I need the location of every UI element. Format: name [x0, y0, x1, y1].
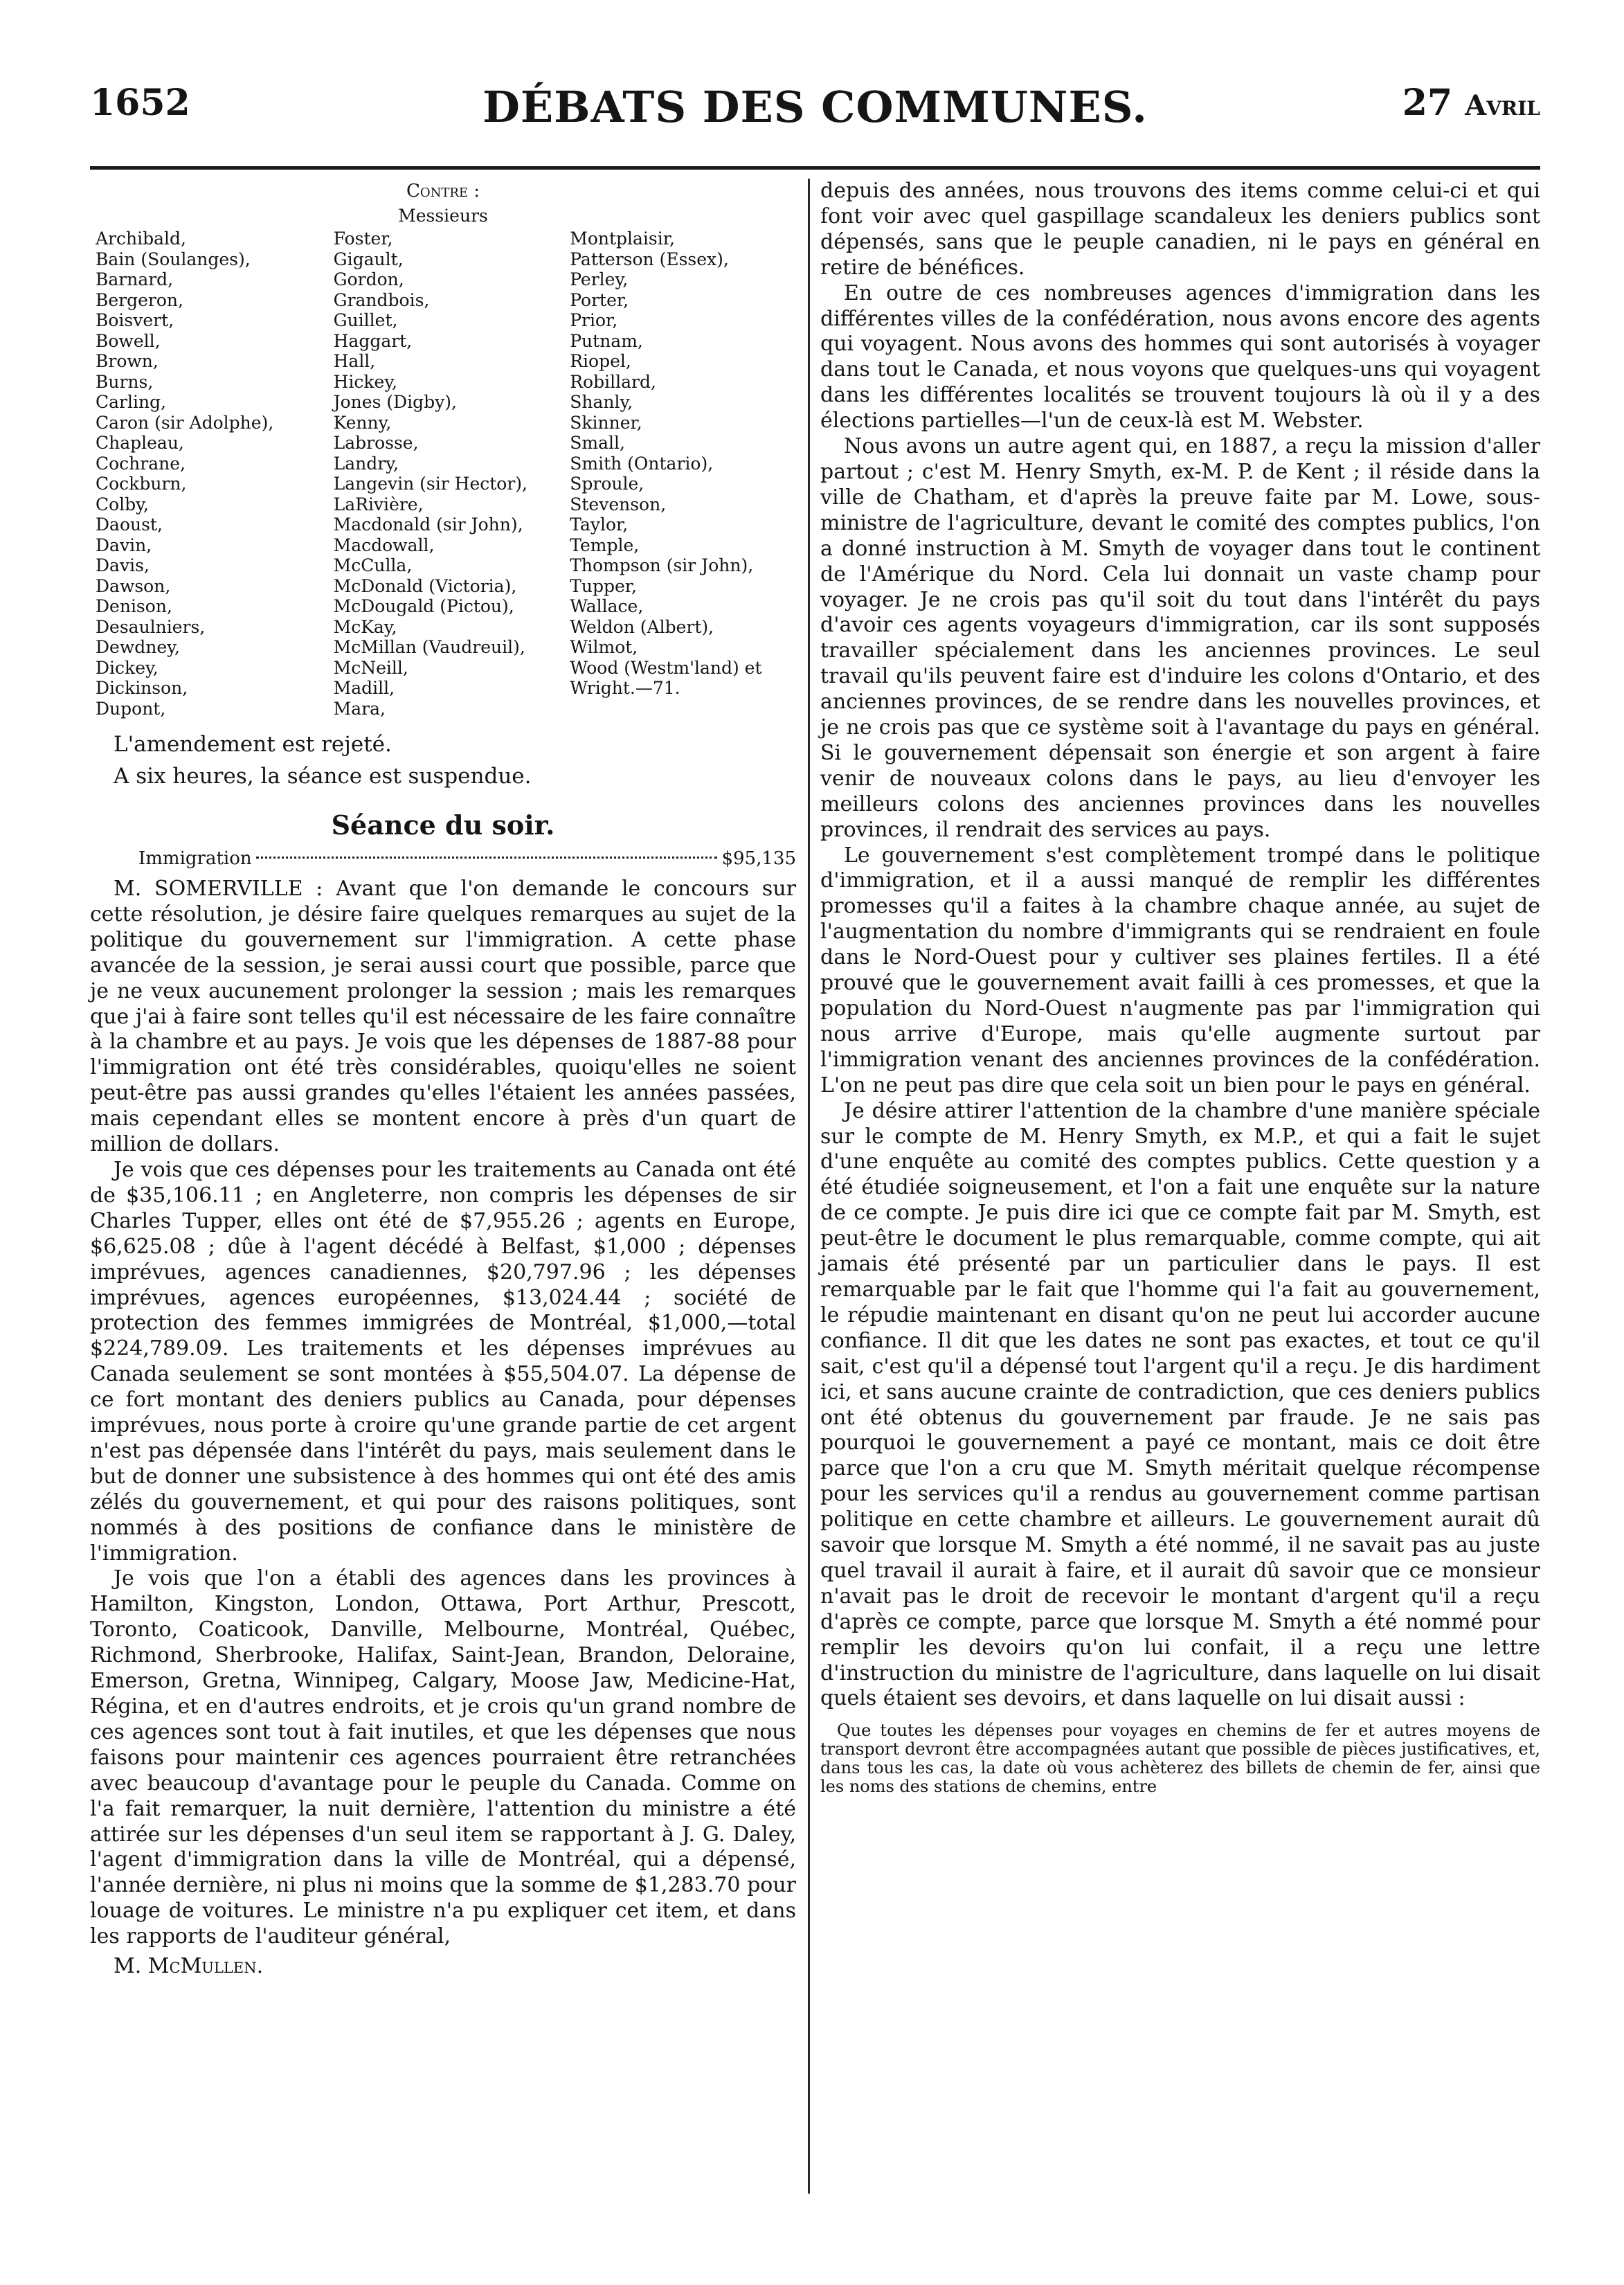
voter-name: Montplaisir,	[570, 228, 675, 249]
left-column	[90, 179, 796, 1980]
session-heading: Séance du soir.	[331, 809, 555, 841]
voter-name: Patterson (Essex),	[570, 249, 729, 269]
voter-name: Burns,	[96, 371, 154, 392]
page-date	[1402, 82, 1540, 124]
voter-name: Dupont,	[96, 698, 166, 719]
voter-name: LaRivière,	[333, 494, 424, 514]
vote-heading: Contre :	[406, 181, 480, 201]
voter-name: Hickey,	[333, 371, 398, 392]
budget-item-amount: $95,135	[721, 848, 796, 869]
voter-name: Temple,	[570, 535, 640, 555]
voter-name: Barnard,	[96, 269, 174, 289]
page-number: 1652	[90, 82, 190, 124]
speech-text: Avant que l'on demande le concours sur cette résolution, je désire faire quelques remarques au sujet de la politique du gouvernement sur l'immigration. A cette phase avancée de la session, je serai aussi court que possible, parce que je ne veux aucunement prolonger la session ; mais les remarques que j'ai à faire sont telles qu'il est nécessaire de les faire connaître à la chambre et au pays. Je vois que les dépenses de 1887-88 pour l'immigration ont été très considérables, quoiqu'elles ne soient peut-être pas aussi grandes qu'elles l'étaient les années passées, mais cependant elles se montent encore à près d'un quart de million de dollars.	[90, 877, 796, 1157]
voter-name: Haggart,	[333, 330, 413, 351]
voter-name: McNeill,	[333, 657, 408, 678]
voter-name: McDougald (Pictou),	[333, 596, 514, 616]
session-suspended: A six heures, la séance est suspendue.	[114, 764, 532, 789]
voter-name: Prior,	[570, 310, 618, 330]
vote-subheading: Messieurs	[398, 206, 488, 226]
voter-name: Foster,	[333, 228, 393, 249]
vote-result	[90, 728, 796, 792]
names-column-3	[570, 228, 796, 719]
voter-name: Madill,	[333, 678, 395, 698]
quoted-instruction: Que toutes les dépenses pour voyages en chemins de fer et autres moyens de transport devront être accompagnées autant que possible de pièces justificatives, et, dans tous les cas, la date où vous achèterez des billets de chemin de fer, ainsi que les noms des stations de chemins, entre	[820, 1721, 1540, 1797]
right-column	[820, 179, 1540, 1796]
voter-name: Putnam,	[570, 330, 643, 351]
vote-names-list	[96, 228, 796, 719]
voter-name: Wright.—71.	[570, 678, 680, 698]
voter-name: Skinner,	[570, 412, 642, 433]
speech-paragraph: Je vois que ces dépenses pour les traitements au Canada ont été de $35,106.11 ; en Angleterre, non compris les dépenses de sir Charles Tupper, elles ont été de $7,955.26 ; agents en Europe, $6,625.08 ; dûe à l'agent décédé à Belfast, $1,000 ; dépenses imprévues, agences canadiennes, $20,797.96 ; les dépenses imprévues, agences européennes, $13,024.44 ; société de protection des femmes immigrées de Montréal, $1,000,—total $224,789.09. Les traitements et les dépenses imprévues au Canada seulement se sont montées à $55,504.07. La dépense de ce fort montant des deniers publics au Canada, pour dépenses imprévues, nous porte à croire qu'une grande partie de cet argent n'est pas dépensée dans l'intérêt du pays, mais seulement dans le but de donner une subsistence à des hommes qui ont été des amis zélés du gouvernement, et qui pour des raisons politiques, sont nommés à des positions de confiance dans le ministère de l'immigration.	[90, 1157, 796, 1566]
voter-name: Wood (Westm'land) et	[570, 657, 762, 678]
column-divider	[808, 179, 810, 2194]
names-column-2	[334, 228, 570, 719]
speech-paragraph: depuis des années, nous trouvons des items comme celui-ci et qui font voir avec quel gaspillage scandaleux les deniers publics sont dépensés, sans que le peuple canadien, ni le pays en général en retire de bénéfices.	[820, 179, 1540, 280]
voter-name: Stevenson,	[570, 494, 667, 514]
voter-name: McKay,	[333, 616, 397, 637]
voter-name: Bain (Soulanges),	[96, 249, 251, 269]
voter-name: Gigault,	[333, 249, 404, 269]
voter-name: Landry,	[333, 453, 399, 474]
speech-paragraph: En outre de ces nombreuses agences d'immigration dans les différentes villes de la confédération, nous avons encore des agents qui voyagent. Nous avons des hommes qui sont autorisés à voyager dans tout le Canada, et nous voyons que quelques-uns qui voyagent dans les différentes localités se trouvent toujours là où il y a des élections partielles—l'un de ceux-là est M. Webster.	[820, 280, 1540, 433]
voter-name: Grandbois,	[333, 289, 430, 310]
voter-name: Davin,	[96, 535, 152, 555]
voter-name: Desaulniers,	[96, 616, 206, 637]
voter-name: Chapleau,	[96, 433, 184, 453]
speech-paragraph: Je désire attirer l'attention de la chambre d'une manière spéciale sur le compte de M. Henry Smyth, ex M.P., et qui a fait le sujet d'une enquête au comité des comptes publics. Cette question y a été étudiée soigneusement, et l'on a fait une enquête sur la nature de ce compte. Je puis dire ici que ce compte fait par M. Smyth, est peut-être le document le plus remarquable, comme compte, qui ait jamais été présenté par un particulier dans le pays. Il est remarquable par le fait que l'homme qui l'a fait au gouvernement, le répudie maintenant en disant qu'on ne peut lui accorder aucune confiance. Il dit que les dates ne sont pas exactes, et tout ce qu'il sait, c'est qu'il a dépensé tout l'argent qu'il a reçu. Je dis hardiment ici, et sans aucune crainte de contradiction, que ces deniers publics ont été obtenus du gouvernement par fraude. Je ne sais pas pourquoi le gouvernement a payé ce montant, mais ce doit être parce que l'on a cru que M. Smyth méritait quelque récompense pour les services qu'il a rendus au gouvernement comme partisan politique en cette chambre et ailleurs. Le gouvernement aurait dû savoir que lorsque M. Smyth a été nommé, il ne savait pas au juste quel travail il aurait à faire, et il aurait dû savoir que ce monsieur n'avait pas le droit de recevoir le montant d'argent qu'il a reçu d'après ce compte, parce que lorsque M. Smyth a été nommé pour remplir les devoirs qu'on lui confait, il a reçu une lettre d'instruction du ministre de l'agriculture, dans laquelle on lui disait quels étaient ses devoirs, et dans laquelle on lui disait aussi :	[820, 1098, 1540, 1711]
voter-name: Jones (Digby),	[333, 392, 457, 412]
voter-name: McDonald (Victoria),	[333, 575, 517, 596]
voter-name: Robillard,	[570, 371, 656, 392]
page-title: DÉBATS DES COMMUNES.	[482, 82, 1148, 132]
next-speaker: M. McMullen.	[114, 1954, 264, 1979]
names-column-1	[96, 228, 334, 719]
voter-name: Labrosse,	[333, 433, 419, 453]
voter-name: Macdowall,	[333, 535, 435, 555]
budget-item-label: Immigration	[138, 848, 252, 869]
voter-name: Taylor,	[570, 514, 629, 535]
voter-name: Boisvert,	[96, 310, 174, 330]
voter-name: Davis,	[96, 555, 150, 575]
budget-item	[138, 846, 796, 871]
speech-paragraph: Nous avons un autre agent qui, en 1887, a reçu la mission d'aller partout ; c'est M. Henry Smyth, ex-M. P. de Kent ; il réside dans la ville de Chatham, et d'après la preuve faite par M. Lowe, sous-ministre de l'agriculture, devant le comité des comptes publics, l'on a donné instruction à M. Smyth de voyager dans tout le continent de l'Amérique du Nord. Cela lui donnait un vaste champ pour voyager. Je ne crois pas qu'il soit du tout dans l'intérêt du pays d'avoir ces agents voyageurs d'immigration, car ils sont supposés travailler spécialement dans les anciennes provinces. Le seul travail qu'ils peuvent faire est d'induire les colons d'Ontario, et des anciennes provinces, de se rendre dans les nouvelles provinces, et je ne crois pas que ce système soit à l'avantage du pays en général. Si le gouvernement dépensait son énergie et son argent à faire venir de nouveaux colons dans le pays, au lieu d'envoyer les meilleurs colons des anciennes provinces dans les nouvelles provinces, il rendrait des services au pays.	[820, 434, 1540, 842]
voter-name: Guillet,	[333, 310, 398, 330]
voter-name: Tupper,	[570, 575, 637, 596]
voter-name: Sproule,	[570, 474, 644, 494]
voter-name: Bowell,	[96, 330, 161, 351]
voter-name: Cockburn,	[96, 474, 187, 494]
speech-paragraph	[90, 877, 796, 1158]
voter-name: Smith (Ontario),	[570, 453, 714, 474]
voter-name: Denison,	[96, 596, 172, 616]
voter-name: Archibald,	[96, 228, 186, 249]
voter-name: Perley,	[570, 269, 629, 289]
header-rule	[90, 166, 1540, 170]
voter-name: Colby,	[96, 494, 149, 514]
voter-name: Dewdney,	[96, 637, 180, 657]
voter-name: Hall,	[333, 351, 376, 371]
date-day: 27	[1402, 82, 1453, 124]
speech-paragraph: Je vois que l'on a établi des agences dans les provinces à Hamilton, Kingston, London, Ottawa, Port Arthur, Prescott, Toronto, Coaticook, Danville, Melbourne, Montréal, Québec, Richmond, Sherbrooke, Halifax, Saint-Jean, Brandon, Deloraine, Emerson, Gretna, Winnipeg, Calgary, Moose Jaw, Medicine-Hat, Régina, et en d'autres endroits, et je crois qu'un grand nombre de ces agences sont tout à fait inutiles, et que les dépenses que nous faisons pour maintenir ces agences pourraient être retranchées avec beaucoup d'avantage pour le peuple du Canada. Comme on l'a fait remarquer, la nuit dernière, l'attention du ministre a été attirée sur les dépenses d'un seul item se rapportant à J. G. Daley, l'agent d'immigration dans la ville de Montréal, qui a dépensé, l'année dernière, ni plus ni moins que la somme de $1,283.70 pour louage de voitures. Le ministre n'a pu expliquer cet item, et dans les rapports de l'auditeur général,	[90, 1566, 796, 1949]
leader-dots	[256, 857, 718, 859]
voter-name: Riopel,	[570, 351, 631, 371]
voter-name: Wallace,	[570, 596, 644, 616]
voter-name: Brown,	[96, 351, 159, 371]
amendment-rejected: L'amendement est rejeté.	[114, 732, 392, 757]
voter-name: Langevin (sir Hector),	[333, 474, 528, 494]
date-month: Avril	[1465, 89, 1540, 122]
voter-name: Caron (sir Adolphe),	[96, 412, 274, 433]
voter-name: Daoust,	[96, 514, 163, 535]
voter-name: Wilmot,	[570, 637, 638, 657]
voter-name: Mara,	[333, 698, 386, 719]
voter-name: Dickinson,	[96, 678, 188, 698]
voter-name: Cochrane,	[96, 453, 186, 474]
voter-name: McCulla,	[333, 555, 413, 575]
voter-name: McMillan (Vaudreuil),	[333, 637, 525, 657]
speaker-name: M. SOMERVILLE :	[114, 877, 323, 901]
voter-name: Bergeron,	[96, 289, 183, 310]
voter-name: Porter,	[570, 289, 629, 310]
voter-name: Dickey,	[96, 657, 159, 678]
voter-name: Dawson,	[96, 575, 171, 596]
voter-name: Weldon (Albert),	[570, 616, 714, 637]
speech-paragraph: Le gouvernement s'est complètement trompé dans le politique d'immigration, et il a aussi manqué de remplir les différentes promesses qu'il a faites à la chambre chaque année, au sujet de l'augmentation du nombre d'immigrants qui se rendraient en foule dans le Nord-Ouest pour y cultiver ses plaines fertiles. Il a été prouvé que le gouvernement avait failli à ces promesses, et que la population du Nord-Ouest n'augmente pas par l'immigration qui nous arrive d'Europe, mais qu'elle augmente surtout par l'immigration venant des anciennes provinces de la confédération. L'on ne peut pas dire que cela soit un bien pour le pays en général.	[820, 843, 1540, 1097]
voter-name: Carling,	[96, 392, 167, 412]
voter-name: Small,	[570, 433, 625, 453]
voter-name: Gordon,	[333, 269, 404, 289]
voter-name: Thompson (sir John),	[570, 555, 754, 575]
voter-name: Shanly,	[570, 392, 633, 412]
voter-name: Kenny,	[333, 412, 392, 433]
page-header	[90, 82, 1540, 137]
voter-name: Macdonald (sir John),	[333, 514, 523, 535]
